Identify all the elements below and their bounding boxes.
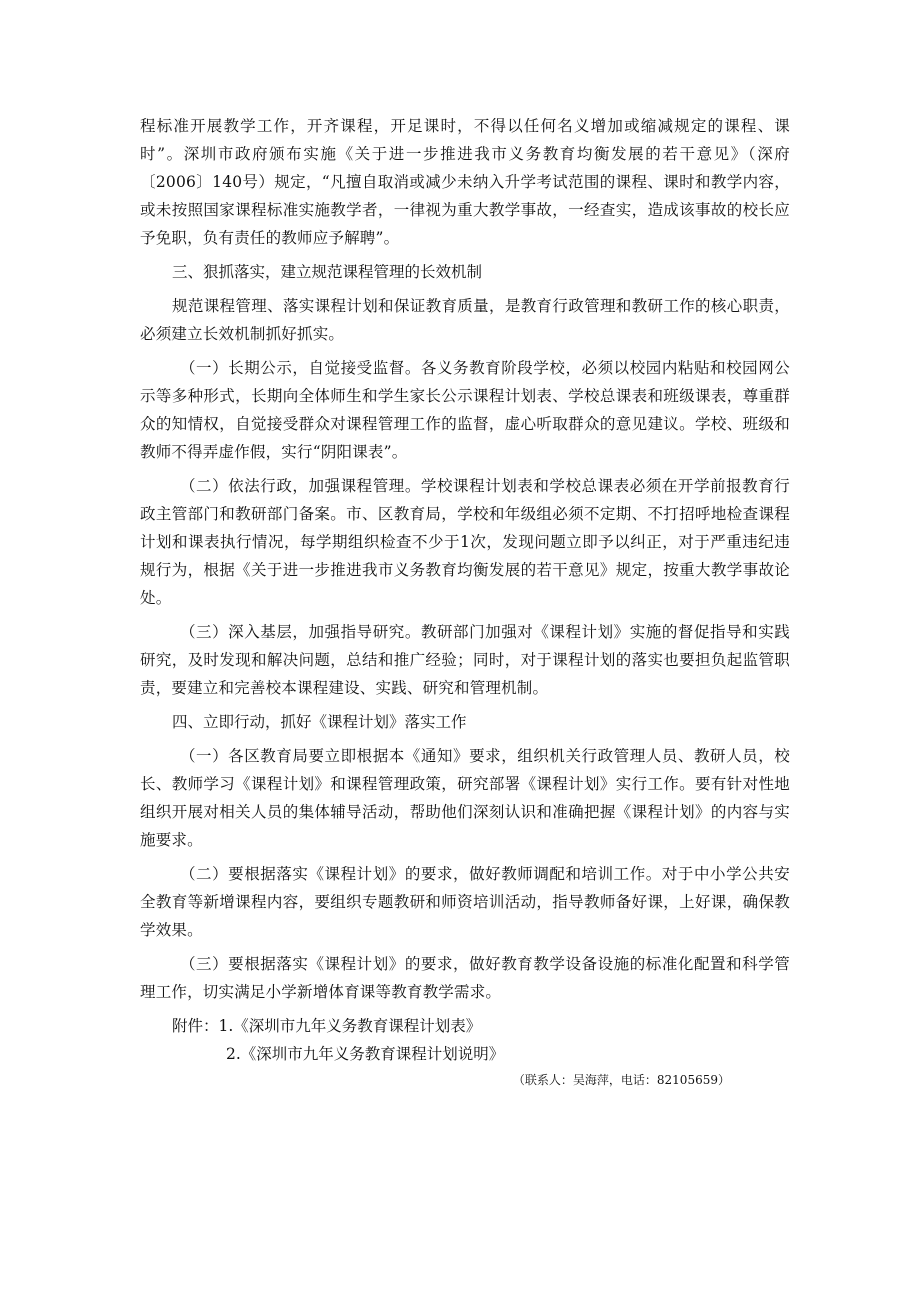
section-heading-4: 四、立即行动，抓好《课程计划》落实工作 bbox=[172, 713, 467, 731]
paragraph-mechanism-intro: 规范课程管理、落实课程计划和保证教育质量，是教育行政管理和教研工作的核心职责，必须建立长效机制抓好抓实。 bbox=[140, 297, 790, 343]
paragraph-research-guidance: （三）深入基层，加强指导研究。教研部门加强对《课程计划》实施的督促指导和实践研究，及时发现和解决问题，总结和推广经验；同时，对于课程计划的落实也要担负起监管职责，要建立和完善校本课程建设、实践、研究和管理机制。 bbox=[140, 623, 790, 697]
attachment-row-1 bbox=[140, 1012, 790, 1040]
attachment-label: 附件： bbox=[172, 1017, 219, 1035]
paragraph-teacher-training: （二）要根据落实《课程计划》的要求，做好教师调配和培训工作。对于中小学公共安全教育等新增课程内容，要组织专题教研和师资培训活动，指导教师备好课，上好课，确保教学效果。 bbox=[140, 865, 790, 939]
document-body bbox=[140, 112, 790, 1090]
paragraph-law-administration: （二）依法行政，加强课程管理。学校课程计划表和学校总课表必须在开学前报教育行政主管部门和教研部门备案。市、区教育局，学校和年级组必须不定期、不打招呼地检查课程计划和课表执行情况，每学期组织检查不少于1次，发现问题立即予以纠正，对于严重违纪违规行为，根据《关于进一步推进我市义务教育均衡发展的若干意见》规定，按重大教学事故论处。 bbox=[140, 477, 790, 607]
paragraph-public-notice: （一）长期公示，自觉接受监督。各义务教育阶段学校，必须以校园内粘贴和校园网公示等多种形式，长期向全体师生和学生家长公示课程计划表、学校总课表和班级课表，尊重群众的知情权，自觉接受群众对课程管理工作的监督，虚心听取群众的意见建议。学校、班级和教师不得弄虚作假，实行“阴阳课表”。 bbox=[140, 359, 790, 461]
attachment-item-1: 1.《深圳市九年义务教育课程计划表》 bbox=[218, 1017, 482, 1035]
contact-info: （联系人：吴海萍，电话：82105659） bbox=[512, 1073, 730, 1087]
paragraph-equipment: （三）要根据落实《课程计划》的要求，做好教育教学设备设施的标准化配置和科学管理工作，切实满足小学新增体育课等教育教学需求。 bbox=[140, 955, 790, 1001]
attachment-item-2: 2.《深圳市九年义务教育课程计划说明》 bbox=[226, 1045, 505, 1063]
section-heading-3: 三、狠抓落实，建立规范课程管理的长效机制 bbox=[172, 263, 483, 281]
paragraph-continuation: 程标准开展教学工作，开齐课程，开足课时，不得以任何名义增加或缩减规定的课程、课时”。深圳市政府颁布实施《关于进一步推进我市义务教育均衡发展的若干意见》（深府〔2006〕140号）规定，“凡擅自取消或减少未纳入升学考试范围的课程、课时和教学内容，或未按照国家课程标准实施教学者，一律视为重大教学事故，一经查实，造成该事故的校长应予免职，负有责任的教师应予解聘”。 bbox=[140, 117, 790, 247]
paragraph-district-action: （一）各区教育局要立即根据本《通知》要求，组织机关行政管理人员、教研人员，校长、教师学习《课程计划》和课程管理政策，研究部署《课程计划》实行工作。要有针对性地组织开展对相关人员的集体辅导活动，帮助他们深刻认识和准确把握《课程计划》的内容与实施要求。 bbox=[140, 747, 790, 849]
attachment-row-2 bbox=[140, 1040, 790, 1068]
